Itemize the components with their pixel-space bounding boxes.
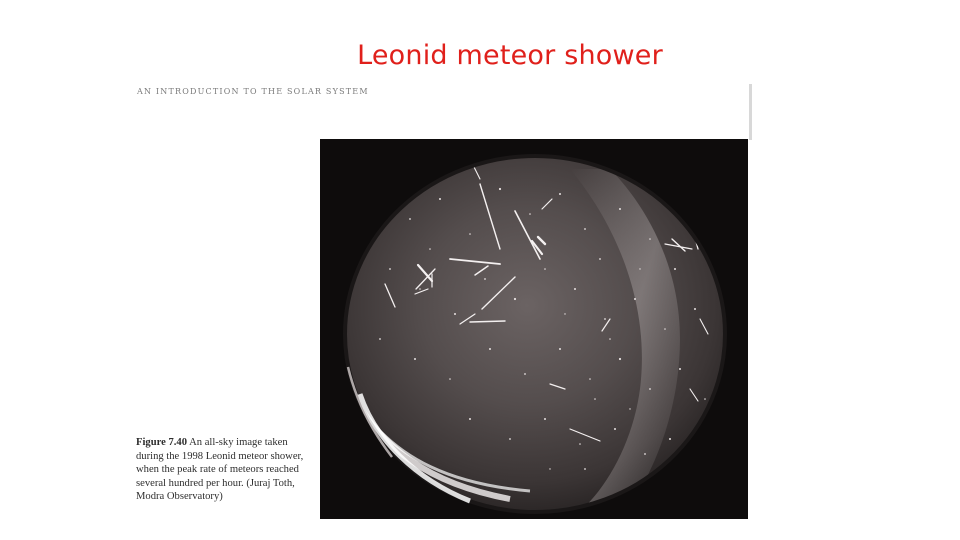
all-sky-photo-graphic: [320, 139, 748, 519]
page-edge-divider: [749, 84, 752, 140]
figure-caption: [136, 436, 316, 504]
slide-title: Leonid meteor shower: [357, 40, 663, 71]
running-head: AN INTRODUCTION TO THE SOLAR SYSTEM: [137, 87, 369, 96]
figure-number: Figure 7.40: [136, 437, 188, 448]
caption-text: An all-sky image taken during the 1998 Leonid meteor shower, when the peak rate of meteors reached several hundred per hour. (Juraj Toth, Modra Observatory): [136, 437, 304, 502]
all-sky-photo: [320, 139, 748, 519]
